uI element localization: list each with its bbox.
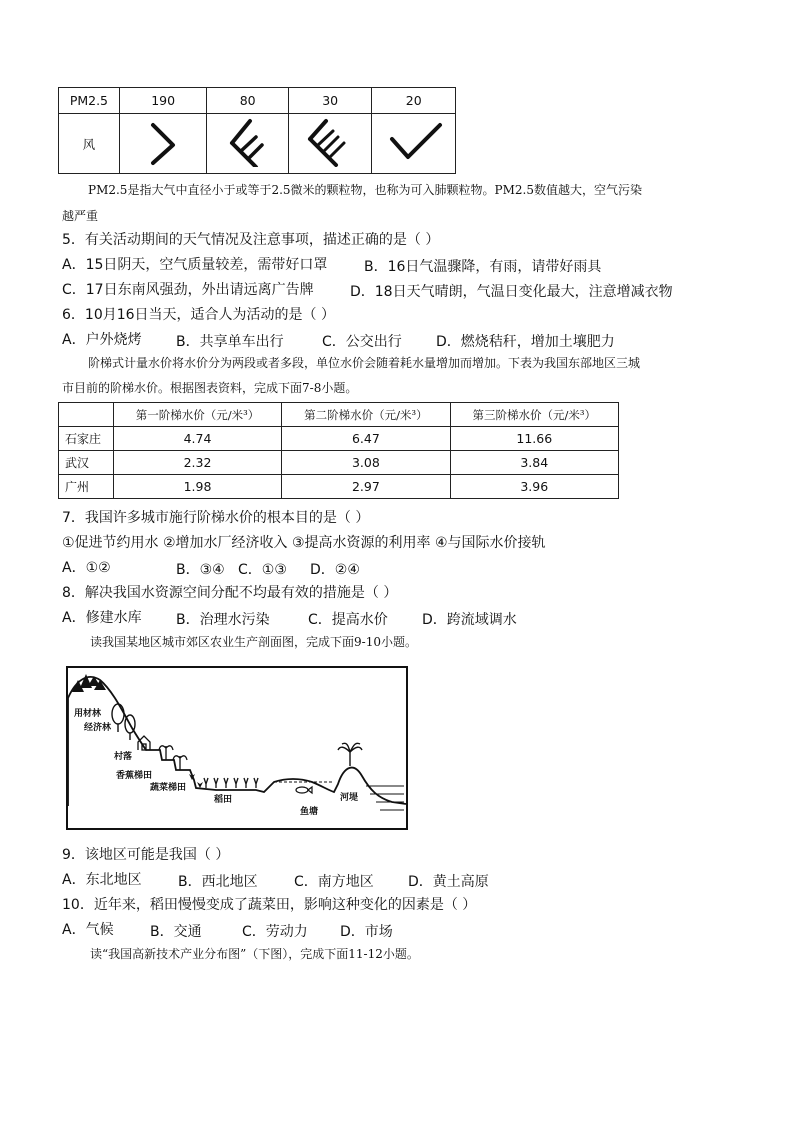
wind-row-label: 风 [59,114,120,174]
q5-option-d[interactable]: D．18日天气晴朗，气温日变化最大，注意增减衣物 [350,284,673,300]
table-header-cell: 第三阶梯水价（元/米³） [450,403,618,427]
label-village: 村落 [114,752,133,762]
water-intro-line2: 市目前的阶梯水价。根据图表资料，完成下面7-8小题。 [62,381,358,395]
price-cell: 3.84 [450,451,618,475]
price-cell: 3.96 [450,475,618,499]
calm-wind-barb-icon [133,117,193,167]
q6-stem: 6．10月16日当天，适合人为活动的是（ ） [62,307,335,323]
q7-option-b[interactable]: B．③④ [176,562,225,578]
pm25-value-cell: 190 [119,88,207,114]
agriculture-profile-diagram [66,666,408,830]
price-cell: 4.74 [113,427,281,451]
q10-option-d[interactable]: D．市场 [340,924,393,940]
q9-option-a[interactable]: A．东北地区 [62,872,142,888]
city-cell: 广州 [59,475,114,499]
pm25-value-cell: 30 [288,88,372,114]
table-row [59,427,619,451]
q6-option-d[interactable]: D．燃烧秸秆，增加土壤肥力 [436,334,615,350]
wind-symbol-cell [372,114,456,174]
water-price-table [58,402,619,499]
final-intro: 读“我国高新技术产业分布图”（下图），完成下面11-12小题。 [90,947,419,961]
label-fish-pond: 鱼塘 [300,807,319,817]
wind-symbol-cell [207,114,288,174]
price-cell: 1.98 [113,475,281,499]
q7-option-a[interactable]: A．①② [62,560,111,576]
q8-option-a[interactable]: A．修建水库 [62,610,142,626]
pm25-wind-table [58,87,456,174]
table-header-row [59,403,619,427]
price-cell: 6.47 [282,427,450,451]
price-cell: 2.32 [113,451,281,475]
three-barb-wind-icon [218,117,278,167]
q8-option-b[interactable]: B．治理水污染 [176,612,270,628]
q6-option-a[interactable]: A．户外烧烤 [62,332,142,348]
pm25-note-line2: 越严重 [62,209,99,223]
q9-option-b[interactable]: B．西北地区 [178,874,258,890]
pm25-value-cell: 80 [207,88,288,114]
q6-option-b[interactable]: B．共享单车出行 [176,334,284,350]
q5-option-a[interactable]: A．15日阴天，空气质量较差，需带好口罩 [62,257,328,273]
price-cell: 11.66 [450,427,618,451]
q10-option-c[interactable]: C．劳动力 [242,924,308,940]
table-header-cell [59,403,114,427]
q8-option-d[interactable]: D．跨流域调水 [422,612,517,628]
table-row [59,451,619,475]
four-barb-wind-icon [300,117,360,167]
table-row [59,475,619,499]
q8-option-c[interactable]: C．提高水价 [308,612,388,628]
q7-option-d[interactable]: D．②④ [310,562,360,578]
label-vegetable-terraces: 蔬菜梯田 [150,783,187,793]
label-banana-terraces: 香蕉梯田 [116,771,153,781]
table-header-cell: 第一阶梯水价（元/米³） [113,403,281,427]
q9-option-c[interactable]: C．南方地区 [294,874,374,890]
q10-option-b[interactable]: B．交通 [150,924,202,940]
q10-option-a[interactable]: A．气候 [62,922,114,938]
label-river-levee: 河堤 [340,793,359,803]
price-cell: 3.08 [282,451,450,475]
label-rice-paddy: 稻田 [214,795,233,805]
water-intro-line1: 阶梯式计量水价将水价分为两段或者多段，单位水价会随着耗水量增加而增加。下表为我国东部地区三城 [88,356,641,370]
pm25-row-label: PM2.5 [59,88,120,114]
q9-stem: 9．该地区可能是我国（ ） [62,847,230,863]
city-cell: 石家庄 [59,427,114,451]
diagram-intro: 读我国某地区城市郊区农业生产剖面图，完成下面9-10小题。 [90,635,417,649]
table-header-cell: 第二阶梯水价（元/米³） [282,403,450,427]
q8-stem: 8．解决我国水资源空间分配不均最有效的措施是（ ） [62,585,398,601]
wind-symbol-cell [288,114,372,174]
pm25-note-line1: PM2.5是指大气中直径小于或等于2.5微米的颗粒物，也称为可入肺颗粒物。PM2.5数值越大，空气污染 [88,183,642,197]
q5-option-b[interactable]: B．16日气温骤降，有雨，请带好雨具 [364,259,602,275]
pm25-value-cell: 20 [372,88,456,114]
label-economic-forest: 经济林 [84,723,112,733]
q7-stem: 7．我国许多城市施行阶梯水价的根本目的是（ ） [62,510,370,526]
one-barb-wind-icon [384,117,444,167]
q10-stem: 10．近年来，稻田慢慢变成了蔬菜田，影响这种变化的因素是（ ） [62,897,477,913]
q5-option-c[interactable]: C．17日东南风强劲，外出请远离广告牌 [62,282,314,298]
q9-option-d[interactable]: D．黄土高原 [408,874,489,890]
q5-stem: 5．有关活动期间的天气情况及注意事项，描述正确的是（ ） [62,232,440,248]
label-timber-forest: 用材林 [74,709,102,719]
q6-option-c[interactable]: C．公交出行 [322,334,402,350]
price-cell: 2.97 [282,475,450,499]
q7-statements: ①促进节约用水 ②增加水厂经济收入 ③提高水资源的利用率 ④与国际水价接轨 [62,535,546,551]
q7-option-c[interactable]: C．①③ [238,562,287,578]
wind-symbol-cell [119,114,207,174]
city-cell: 武汉 [59,451,114,475]
